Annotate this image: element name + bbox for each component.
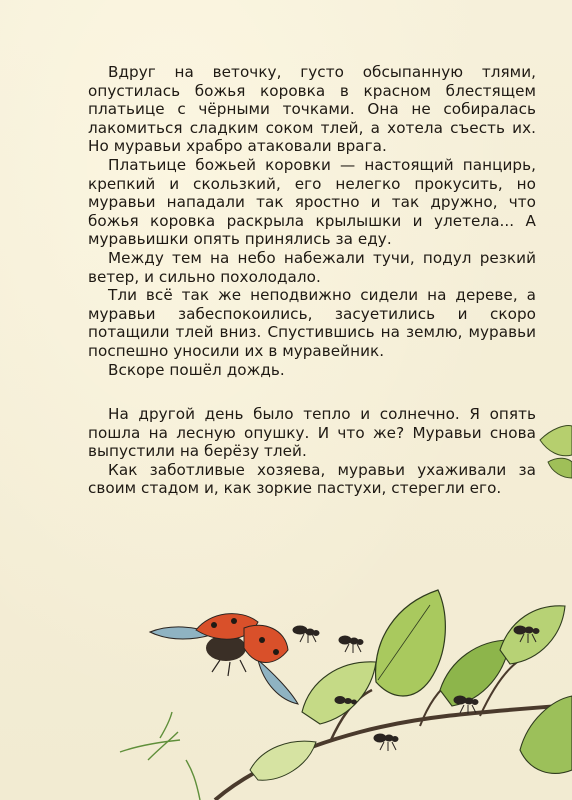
- birch-leaf-icon: [376, 590, 446, 696]
- birch-leaf-icon: [302, 662, 376, 724]
- ant-icon: [339, 636, 363, 653]
- birch-leaf-icon: [540, 426, 572, 478]
- paragraph: Вдруг на веточку, густо обсыпанную тлями, опустилась божья коровка в красном блестящем платьице с чёрными точками. Она не собиралась лакомиться сладким соком тлей, а хотела съесть их. Но муравьи храбро атаковали врага.: [88, 63, 536, 156]
- ladybug-icon: [150, 614, 298, 704]
- birch-leaf-icon: [250, 741, 316, 780]
- ant-icon: [374, 734, 398, 751]
- grass-icon: [120, 712, 200, 800]
- paragraph: Платьице божьей коровки — настоящий панцирь, крепкий и скользкий, его нелегко прокусить, но муравьи нападали так яростно и так дружно, что божья коровка раскрыла крылышки и улетела... А муравьишки опять принялись за еду.: [88, 155, 536, 249]
- paragraph: Как заботливые хозяева, муравьи ухаживали за своим стадом и, как зоркие пастухи, стерегли его.: [88, 460, 536, 498]
- paragraph: Между тем на небо набежали тучи, подул резкий ветер, и сильно похолодало.: [88, 248, 536, 286]
- paragraph: На другой день было тепло и солнечно. Я опять пошла на лесную опушку. И что же? Муравьи снова выпустили на берёзу тлей.: [88, 405, 536, 461]
- paragraph: Вскоре пошёл дождь.: [108, 360, 285, 379]
- paragraph: Тли всё так же неподвижно сидели на дереве, а муравьи забеспокоились, засуетились и скоро потащили тлей вниз. Спустившись на землю, муравьи поспешно уносили их в муравейник.: [88, 286, 536, 360]
- ant-icon: [293, 626, 319, 643]
